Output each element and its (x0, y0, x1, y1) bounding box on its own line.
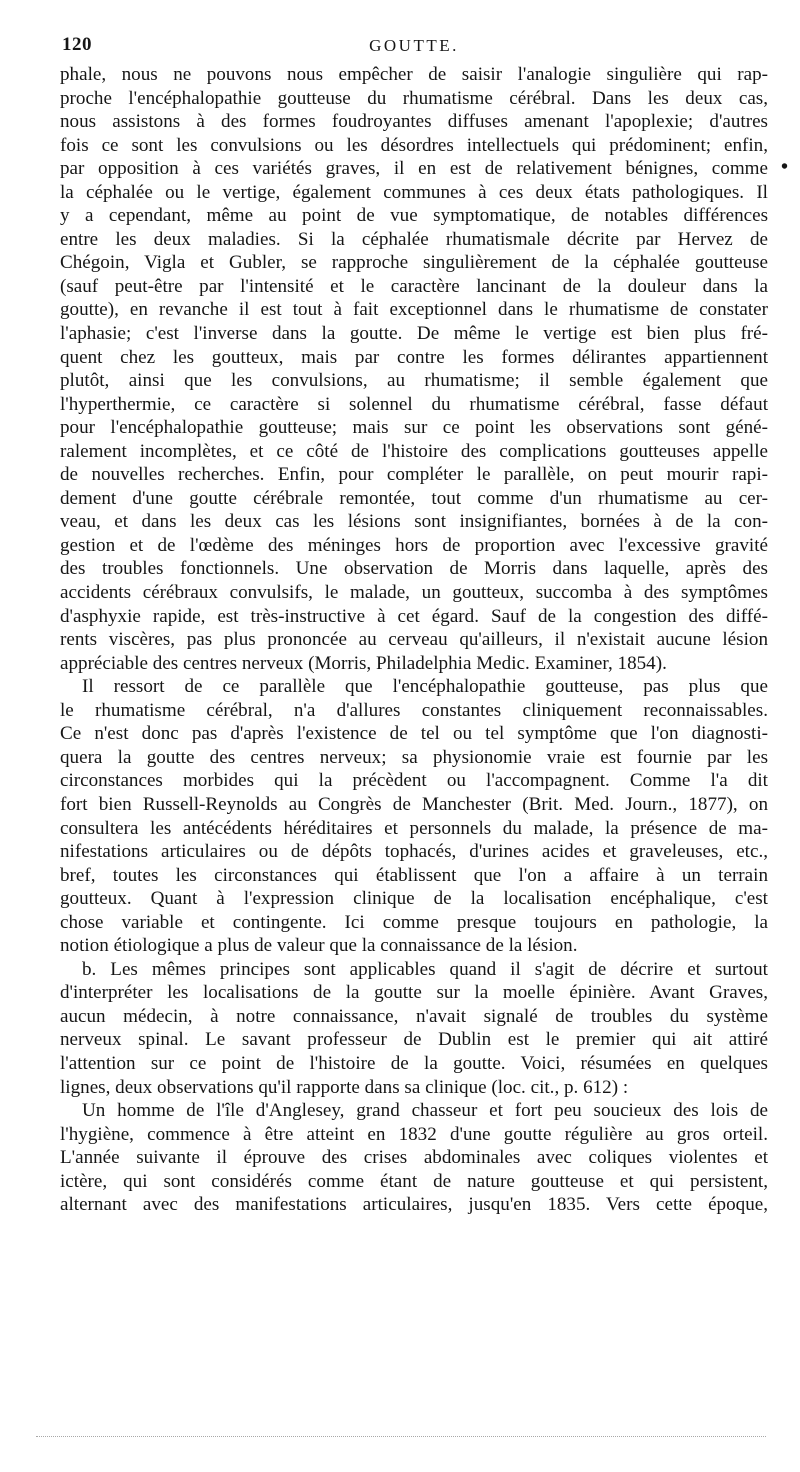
running-head (62, 34, 766, 60)
text-line: phale, nous ne pouvons nous empêcher de saisir l'analogie singulière qui rap- (60, 64, 768, 85)
page-number: 120 (62, 34, 92, 55)
text-line: goutteux. Quant à l'expression clinique de la localisation encéphalique, c'est (60, 888, 768, 910)
text-line: d'asphyxie rapide, est très-instructive à cet égard. Sauf de la congestion des diffé- (60, 605, 768, 627)
text-line: (sauf peut-être par l'intensité et le caractère lancinant de la douleur dans la (60, 275, 768, 297)
text-line: appréciable des centres nerveux (Morris, Philadelphia Medic. Examiner, 1854). (60, 652, 667, 674)
text-line: nous assistons à des formes foudroyantes diffuses amenant l'apoplexie; d'autres (60, 111, 768, 133)
text-line: pour l'encéphalopathie goutteuse; mais sur ce point les observations sont géné- (60, 417, 768, 439)
text-line: fois ce sont les convulsions ou les désordres intellectuels qui prédominent; enfin, (60, 134, 768, 156)
text-line: nerveux spinal. Le savant professeur de Dublin est le premier qui ait attiré (60, 1029, 768, 1051)
text-line: veau, et dans les deux cas les lésions sont insignifiantes, bornées à de la con- (60, 511, 768, 533)
text-line: Ce n'est donc pas d'après l'existence de tel ou tel symptôme que l'on diagnosti- (60, 723, 768, 745)
text-line: alternant avec des manifestations articulaires, jusqu'en 1835. Vers cette époque, (60, 1194, 768, 1216)
text-line: aucun médecin, à notre connaissance, n'avait signalé de troubles du système (60, 1005, 768, 1027)
text-line: notion étiologique a plus de valeur que la connaissance de la lésion. (60, 935, 578, 957)
text-line: entre les deux maladies. Si la céphalée rhumatismale décrite par Hervez de (60, 228, 768, 250)
text-line: dement d'une goutte cérébrale remontée, tout comme d'un rhumatisme au cer- (60, 487, 768, 509)
text-line: ictère, qui sont considérés comme étant de nature goutteuse et qui persistent, (60, 1170, 768, 1192)
text-line: l'hyperthermie, ce caractère si solennel du rhumatisme cérébral, fasse défaut (60, 393, 768, 415)
text-line: circonstances morbides qui la précèdent ou l'accompagnent. Comme l'a dit (60, 770, 768, 792)
text-line: Il ressort de ce parallèle que l'encéphalopathie goutteuse, pas plus que (82, 676, 768, 698)
text-line: y a cependant, même au point de vue symptomatique, de notables différences (60, 205, 768, 227)
text-line: quent chez les goutteux, mais par contre les formes délirantes appartiennent (60, 346, 768, 368)
text-line: goutte), en revanche il est tout à fait exceptionnel dans le rhumatisme de constater (60, 299, 768, 321)
text-line: accidents cérébraux convulsifs, le malade, un goutteux, succomba à des symptômes (60, 582, 768, 604)
text-line: le rhumatisme cérébral, n'a d'allures constantes cliniquement reconnaissables. (60, 699, 768, 721)
text-line: l'attention sur ce point de l'histoire de la goutte. Voici, résumées en quelques (60, 1052, 768, 1074)
text-line: plutôt, ainsi que les convulsions, au rhumatisme; il semble également que (60, 370, 768, 392)
running-title: GOUTTE. (369, 36, 459, 55)
text-line: d'interpréter les localisations de la goutte sur la moelle épinière. Avant Graves, (60, 982, 768, 1004)
text-line: b. Les mêmes principes sont applicables quand il s'agit de décrire et surtout (82, 958, 768, 980)
text-line: par opposition à ces variétés graves, il en est de relativement bénignes, comme (60, 158, 768, 180)
text-line: Chégoin, Vigla et Gubler, se rapproche singulièrement de la céphalée goutteuse (60, 252, 768, 274)
text-line: quera la goutte des centres nerveux; sa physionomie vraie est fournie par les (60, 746, 768, 768)
text-line: chose variable et contingente. Ici comme presque toujours en pathologie, la (60, 911, 768, 933)
text-line: proche l'encéphalopathie goutteuse du rhumatisme cérébral. Dans les deux cas, (60, 87, 768, 109)
text-line: nifestations articulaires ou de dépôts tophacés, d'urines acides et graveleuses, etc., (60, 841, 768, 863)
text-line: lignes, deux observations qu'il rapporte dans sa clinique (loc. cit., p. 612) : (60, 1076, 629, 1098)
text-line: la céphalée ou le vertige, également communes à ces deux états pathologiques. Il (60, 181, 768, 203)
text-line: l'hygiène, commence à être atteint en 1832 d'une goutte régulière au gros orteil. (60, 1123, 768, 1145)
text-line: Un homme de l'île d'Anglesey, grand chasseur et fort peu soucieux des lois de (82, 1100, 768, 1122)
text-line: bref, toutes les circonstances qui établissent que l'on a affaire à un terrain (60, 864, 768, 886)
bottom-rule (36, 1436, 766, 1437)
text-line: l'aphasie; c'est l'inverse dans la goutte. De même le vertige est bien plus fré- (60, 323, 768, 345)
text-line: des troubles fonctionnels. Une observation de Morris dans laquelle, après des (60, 558, 768, 580)
text-line: consultera les antécédents héréditaires et personnels du malade, la présence de ma- (60, 817, 768, 839)
text-line: fort bien Russell-Reynolds au Congrès de Manchester (Brit. Med. Journ., 1877), on (60, 793, 768, 815)
text-line: gestion et de l'œdème des méninges hors de proportion avec l'excessive gravité (60, 534, 768, 556)
text-line: de nouvelles recherches. Enfin, pour compléter le parallèle, on peut mourir rapi- (60, 464, 768, 486)
text-line: L'année suivante il éprouve des crises abdominales avec coliques violentes et (60, 1147, 768, 1169)
text-line: rents viscères, pas plus prononcée au cerveau qu'ailleurs, il n'existait aucune lésion (60, 629, 768, 651)
body-text (60, 63, 768, 1217)
text-line: ralement incomplètes, et ce côté de l'histoire des complications goutteuses appelle (60, 440, 768, 462)
margin-mark: • (781, 156, 789, 178)
